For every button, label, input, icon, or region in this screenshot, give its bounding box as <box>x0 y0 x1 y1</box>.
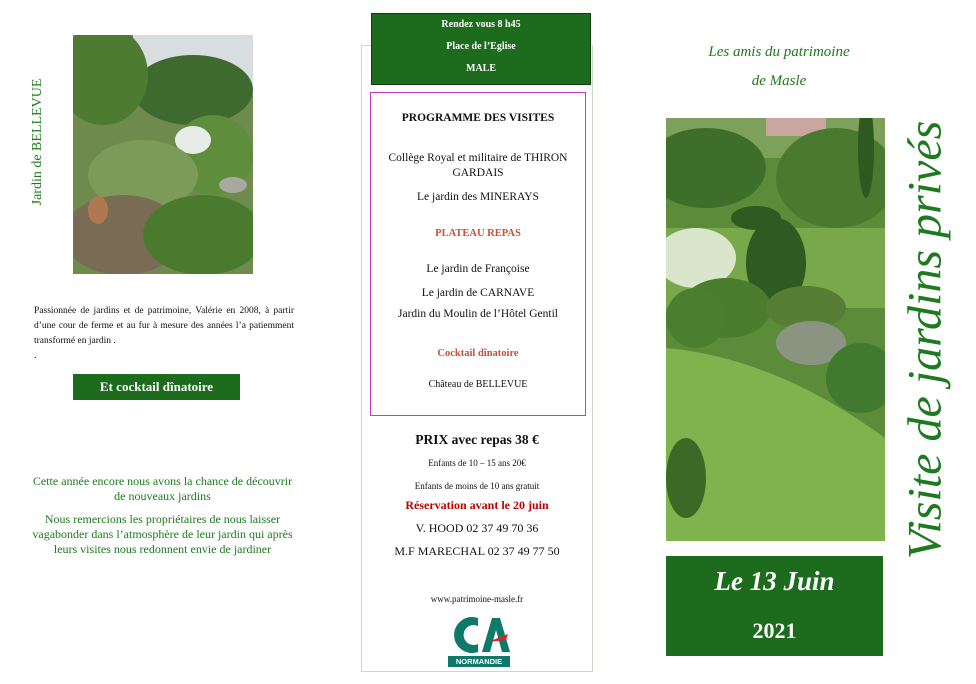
visit-thiron-1: Collège Royal et militaire de THIRON <box>388 152 568 164</box>
programme-title: PROGRAMME DES VISITES <box>401 112 555 124</box>
price-line: PRIX avec repas 38 € <box>415 432 539 447</box>
rdv-place: Place de l’Eglise <box>446 41 516 52</box>
stray-dot: . <box>34 350 37 361</box>
visit-moulin: Jardin du Moulin de l’Hôtel Gentil <box>397 308 559 320</box>
visit-francoise: Le jardin de Françoise <box>426 263 530 275</box>
garden-photo-bellevue <box>73 35 253 274</box>
cocktail-label: Cocktail dînatoire <box>437 348 519 359</box>
cocktail-banner: Et cocktail dînatoire <box>73 374 240 400</box>
plateau-repas: PLATEAU REPAS <box>435 228 521 239</box>
event-year: 2021 <box>752 618 797 643</box>
amis-line-1: Les amis du patrimoine <box>708 44 850 60</box>
website-link[interactable]: www.patrimoine-masle.fr <box>430 594 524 604</box>
normandie-label: NORMANDIE <box>448 656 510 667</box>
visit-bellevue: Château de BELLEVUE <box>428 379 528 390</box>
visite-jardins-title: Visite de jardins privés <box>898 120 952 560</box>
rendezvous-box <box>371 13 591 85</box>
rdv-town: MALE <box>466 63 496 74</box>
visit-minerays: Le jardin des MINERAYS <box>417 191 539 203</box>
contact-hood: V. HOOD 02 37 49 70 36 <box>415 521 539 535</box>
garden-photo-lawn <box>666 118 885 541</box>
children-price: Enfants de 10 – 15 ans 20€ <box>428 458 526 468</box>
jardin-bellevue-text: Jardin de BELLEVUE <box>30 78 45 206</box>
event-date: Le 13 Juin <box>714 566 835 596</box>
thanks-paragraph: Nous remercions les propriétaires de nous laisser vagabonder dans l’atmosphère de leur jardin qui après leurs visites nous redonnent envie de jardiner <box>32 512 293 556</box>
bellevue-description: Passionnée de jardins et de patrimoine, Valérie en 2008, à partir d’une cour de ferme et au fur à mesure des années l’a patiemment transformé en jardin . <box>34 306 294 346</box>
main-vertical-title <box>895 10 955 670</box>
ca-logo-icon <box>448 612 510 656</box>
jardin-bellevue-vertical-title <box>18 62 58 222</box>
contact-marechal: M.F MARECHAL 02 37 49 77 50 <box>394 544 560 558</box>
association-name <box>668 38 890 96</box>
amis-line-2: de Masle <box>751 73 807 89</box>
date-box <box>666 556 883 656</box>
rdv-time: Rendez vous 8 h45 <box>441 19 521 30</box>
programme-box <box>370 92 586 416</box>
children-free: Enfants de moins de 10 ans gratuit <box>414 481 540 491</box>
intro-paragraph: Cette année encore nous avons la chance de découvrir de nouveaux jardins <box>32 474 293 503</box>
credit-agricole-logo <box>448 612 510 668</box>
visit-thiron-2: GARDAIS <box>452 167 504 179</box>
reservation-deadline: Réservation avant le 20 juin <box>405 498 549 512</box>
visit-carnave: Le jardin de CARNAVE <box>421 287 535 299</box>
